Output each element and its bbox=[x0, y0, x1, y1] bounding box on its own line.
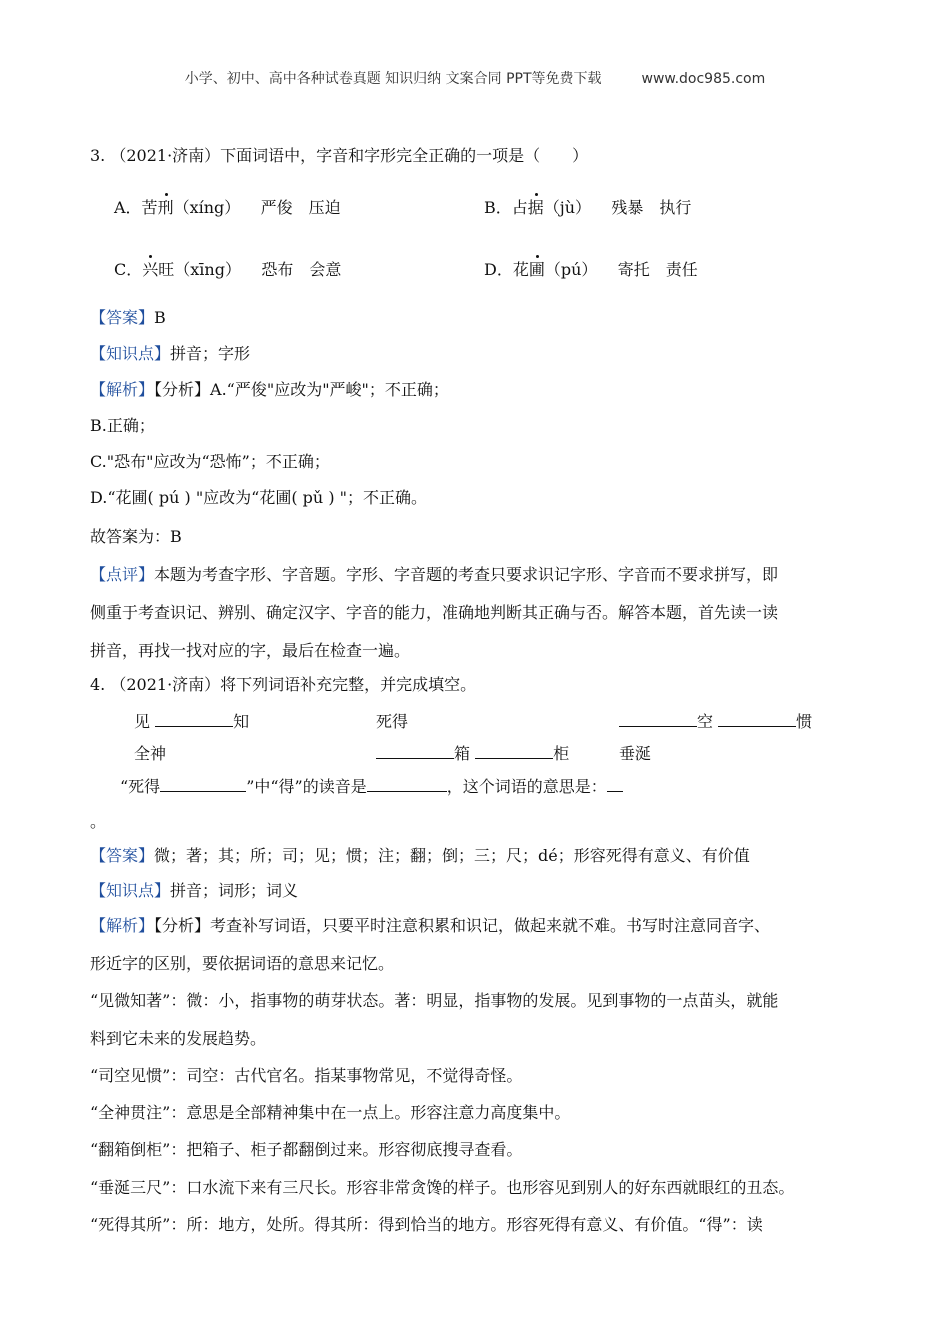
kp-text: 拼音；词形；词义 bbox=[170, 881, 299, 900]
kp-tag: 【知识点】 bbox=[90, 344, 171, 363]
q3-option-d bbox=[484, 257, 698, 280]
header-text: 小学、初中、高中各种试卷真题 知识归纳 文案合同 PPT等免费下载 bbox=[184, 71, 602, 87]
option-b-words: 残暴 执行 bbox=[611, 198, 692, 217]
blank[interactable] bbox=[376, 742, 454, 759]
q3-option-c bbox=[114, 257, 341, 280]
blank[interactable] bbox=[155, 710, 233, 727]
comment-tag: 【点评】 bbox=[90, 565, 155, 584]
w3-middle: 空 bbox=[697, 712, 714, 731]
w5-middle: 箱 bbox=[454, 744, 471, 763]
q3-comment bbox=[90, 565, 778, 585]
q4-explain-4: “翻箱倒柜”：把箱子、柜子都翻倒过来。形容彻底搜寻查看。 bbox=[90, 1140, 523, 1159]
q3-stem: 3. （2021·济南）下面词语中，字音和字形完全正确的一项是（ ） bbox=[90, 146, 589, 165]
q4-explain-1b: 料到它未来的发展趋势。 bbox=[90, 1029, 267, 1048]
option-a-label: A．苦 bbox=[114, 198, 158, 217]
answer-tag: 【答案】 bbox=[90, 308, 155, 327]
q3-analysis bbox=[90, 380, 449, 400]
q4-analysis-2: 形近字的区别，要依据词语的意思来记忆。 bbox=[90, 954, 395, 973]
blank[interactable] bbox=[160, 775, 246, 792]
fill-a: “死得 bbox=[120, 777, 161, 796]
q4-explain-1a: “见微知著”：微：小，指事物的萌芽状态。著：明显，指事物的发展。见到事物的一点苗头，就能 bbox=[90, 991, 779, 1010]
option-c-words: 恐布 会意 bbox=[261, 260, 342, 279]
blank[interactable] bbox=[718, 710, 796, 727]
q4-analysis bbox=[90, 916, 770, 936]
option-b-label: B．占 bbox=[484, 198, 528, 217]
fill-b: ”中“得”的读音是 bbox=[246, 777, 367, 796]
option-a-pinyin: （xíng） bbox=[173, 198, 241, 217]
w3-suffix: 惯 bbox=[796, 712, 813, 731]
blank[interactable] bbox=[367, 775, 447, 792]
q3-knowledge-point bbox=[90, 344, 250, 364]
analysis-text-1: 【分析】考查补写词语，只要平时注意积累和识记，做起来就不难。书写时注意同音字、 bbox=[154, 916, 771, 935]
q4-word-6: 垂涎 bbox=[619, 744, 652, 763]
q4-word-5 bbox=[376, 741, 569, 764]
option-b-dotted-char: 据 bbox=[527, 198, 544, 217]
q4-word-2: 死得 bbox=[376, 712, 409, 731]
option-d-words: 寄托 责任 bbox=[617, 260, 698, 279]
comment-text-1: 本题为考查字形、字音题。字形、字音题的考查只要求识记字形、字音而不要求拼写，即 bbox=[154, 565, 779, 584]
blank[interactable] bbox=[475, 742, 553, 759]
q3-b-line: B.正确； bbox=[90, 416, 155, 435]
analysis-tag: 【解析】 bbox=[90, 916, 155, 935]
q4-word-1 bbox=[134, 709, 249, 732]
option-c-pinyin: （xīng） bbox=[174, 260, 241, 279]
answer-tag: 【答案】 bbox=[90, 846, 155, 865]
kp-text: 拼音；字形 bbox=[170, 344, 251, 363]
q3-final-answer: 故答案为：B bbox=[90, 527, 182, 546]
q3-d-line: D.“花圃( pú ) "应改为“花圃( pǔ ) "；不正确。 bbox=[90, 488, 428, 507]
option-a-dotted-char: 刑 bbox=[157, 198, 174, 217]
fill-c: ，这个词语的意思是： bbox=[446, 777, 607, 796]
answer-text: B bbox=[154, 308, 166, 327]
header-site: www.doc985.com bbox=[641, 71, 766, 87]
q4-explain-6: “死得其所”：所：地方，处所。得其所：得到恰当的地方。形容死得有意义、有价值。“得”：读 bbox=[90, 1215, 763, 1234]
option-c-dotted-char: 兴 bbox=[142, 260, 159, 279]
q4-knowledge-point bbox=[90, 881, 298, 901]
q4-period: 。 bbox=[90, 812, 107, 831]
analysis-tag: 【解析】 bbox=[90, 380, 155, 399]
kp-tag: 【知识点】 bbox=[90, 881, 171, 900]
w5-suffix: 柜 bbox=[553, 744, 570, 763]
option-d-dotted-char: 圃 bbox=[528, 260, 545, 279]
w1-suffix: 知 bbox=[233, 712, 250, 731]
page-header bbox=[0, 68, 950, 88]
q3-option-b bbox=[484, 195, 691, 218]
q4-fill-sentence bbox=[120, 774, 623, 797]
q4-explain-5: “垂涎三尺”：口水流下来有三尺长。形容非常贪馋的样子。也形容见到别人的好东西就眼红的丑态。 bbox=[90, 1178, 795, 1197]
blank[interactable] bbox=[619, 710, 697, 727]
option-d-pinyin: （pú） bbox=[544, 260, 598, 279]
q3-c-line: C."恐布"应改为“恐怖”；不正确； bbox=[90, 452, 330, 471]
option-c-label: C． bbox=[114, 260, 143, 279]
q3-option-a bbox=[114, 195, 341, 218]
option-a-words: 严俊 压迫 bbox=[260, 198, 341, 217]
q3-comment-2: 侧重于考查识记、辨别、确定汉字、字音的能力，准确地判断其正确与否。解答本题，首先读一读 bbox=[90, 603, 779, 622]
w1-prefix: 见 bbox=[134, 712, 151, 731]
q4-stem: 4. （2021·济南）将下列词语补充完整，并完成填空。 bbox=[90, 675, 477, 694]
option-d-label: D．花 bbox=[484, 260, 529, 279]
blank[interactable] bbox=[607, 775, 623, 792]
option-b-pinyin: （jù） bbox=[543, 198, 592, 217]
q3-answer bbox=[90, 308, 166, 328]
option-c-after: 旺 bbox=[158, 260, 175, 279]
q3-comment-3: 拼音，再找一找对应的字，最后在检查一遍。 bbox=[90, 641, 411, 660]
analysis-text: 【分析】A.“严俊"应改为"严峻"；不正确； bbox=[154, 380, 449, 399]
q4-explain-2: “司空见惯”：司空：古代官名。指某事物常见，不觉得奇怪。 bbox=[90, 1066, 523, 1085]
q4-word-3 bbox=[619, 709, 812, 732]
q4-explain-3: “全神贯注”：意思是全部精神集中在一点上。形容注意力高度集中。 bbox=[90, 1103, 571, 1122]
q4-answer bbox=[90, 846, 750, 866]
answer-text: 微；著；其；所；司；见；惯；注；翻；倒；三；尺；dé；形容死得有意义、有价值 bbox=[154, 846, 750, 865]
q4-word-4: 全神 bbox=[134, 744, 167, 763]
